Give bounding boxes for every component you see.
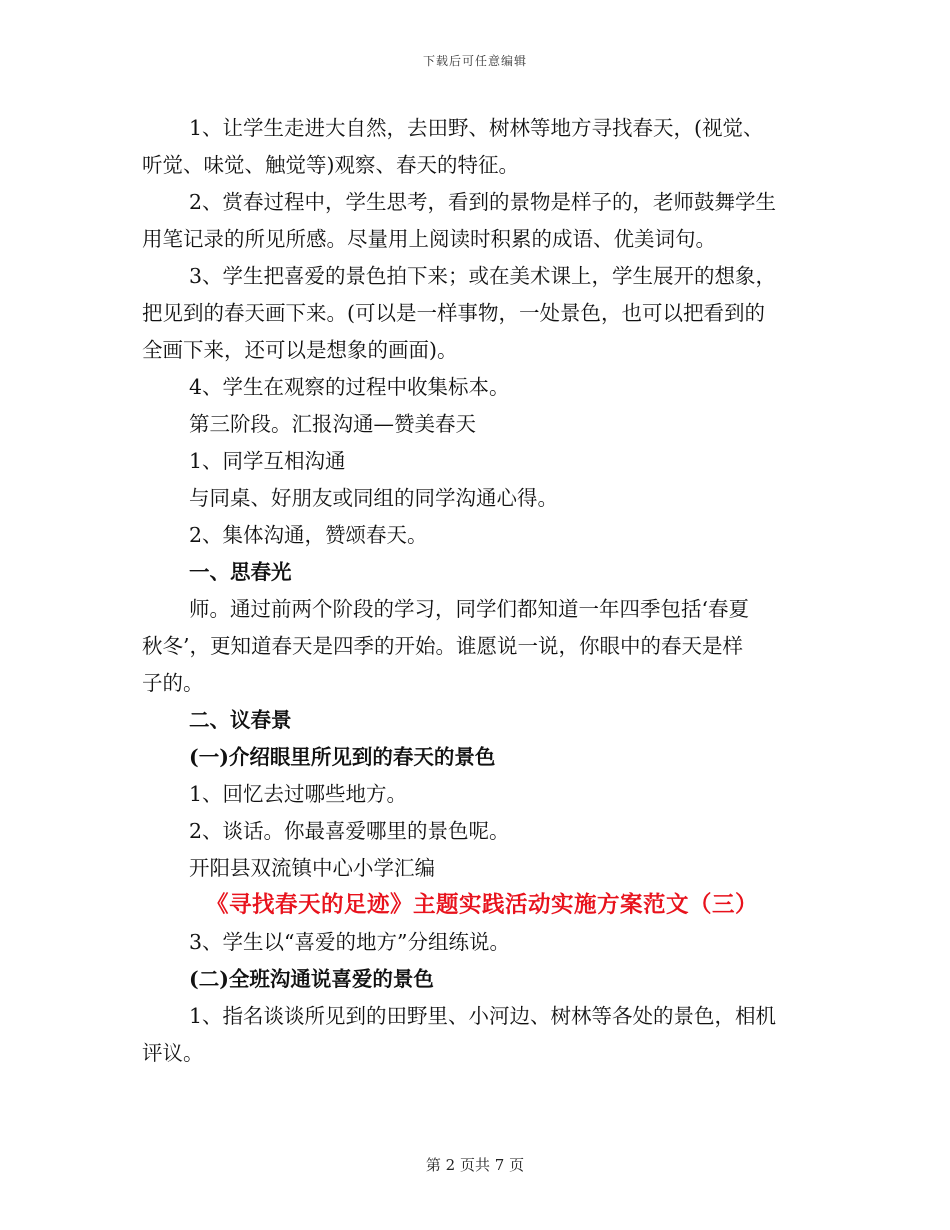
paragraph-line: 4、学生在观察的过程中收集标本。 <box>189 375 510 399</box>
paragraph-line: 1、同学互相沟通 <box>189 449 346 473</box>
paragraph-line: 师。通过前两个阶段的学习，同学们都知道一年四季包括‘春夏 <box>189 597 750 621</box>
paragraph-line: 2、集体沟通，赞颂春天。 <box>189 523 428 547</box>
paragraph-line: 1、回忆去过哪些地方。 <box>189 782 408 806</box>
paragraph-line: 开阳县双流镇中心小学汇编 <box>189 856 435 880</box>
paragraph-line: 秋冬’，更知道春天是四季的开始。谁愿说一说，你眼中的春天是样 <box>142 634 744 658</box>
page-header: 下载后可任意编辑 <box>422 54 527 68</box>
page-footer: 第 2 页共 7 页 <box>425 1156 525 1174</box>
paragraph-line: 2、赏春过程中，学生思考，看到的景物是样子的，老师鼓舞学生 <box>189 190 777 214</box>
paragraph-line: 全画下来，还可以是想象的画面)。 <box>142 338 458 362</box>
paragraph-line: 1、指名谈谈所见到的田野里、小河边、树林等各处的景色，相机 <box>189 1004 777 1028</box>
paragraph-line: 听觉、味觉、触觉等)观察、春天的特征。 <box>142 153 519 177</box>
subsection-heading: (一)介绍眼里所见到的春天的景色 <box>189 745 496 769</box>
section-heading: 一、思春光 <box>189 560 292 584</box>
paragraph-line: 子的。 <box>142 671 204 695</box>
paragraph-line: 2、谈话。你最喜爱哪里的景色呢。 <box>189 819 510 843</box>
paragraph-line: 用笔记录的所见所感。尽量用上阅读时积累的成语、优美词句。 <box>142 227 716 251</box>
section-heading: 二、议春景 <box>189 708 292 732</box>
document-title: 《寻找春天的足迹》主题实践活动实施方案范文（三） <box>205 892 758 918</box>
paragraph-line: 第三阶段。汇报沟通—赞美春天 <box>189 412 476 436</box>
paragraph-line: 与同桌、好朋友或同组的同学沟通心得。 <box>189 486 558 510</box>
paragraph-line: 3、学生把喜爱的景色拍下来；或在美术课上，学生展开的想象， <box>189 264 777 288</box>
paragraph-line: 1、让学生走进大自然，去田野、树林等地方寻找春天，(视觉、 <box>189 116 764 140</box>
paragraph-line: 评议。 <box>142 1041 204 1065</box>
subsection-heading: (二)全班沟通说喜爱的景色 <box>189 967 434 991</box>
paragraph-line: 3、学生以“喜爱的地方”分组练说。 <box>189 930 511 954</box>
paragraph-line: 把见到的春天画下来。(可以是一样事物，一处景色，也可以把看到的 <box>142 301 765 325</box>
document-body <box>142 110 822 1072</box>
